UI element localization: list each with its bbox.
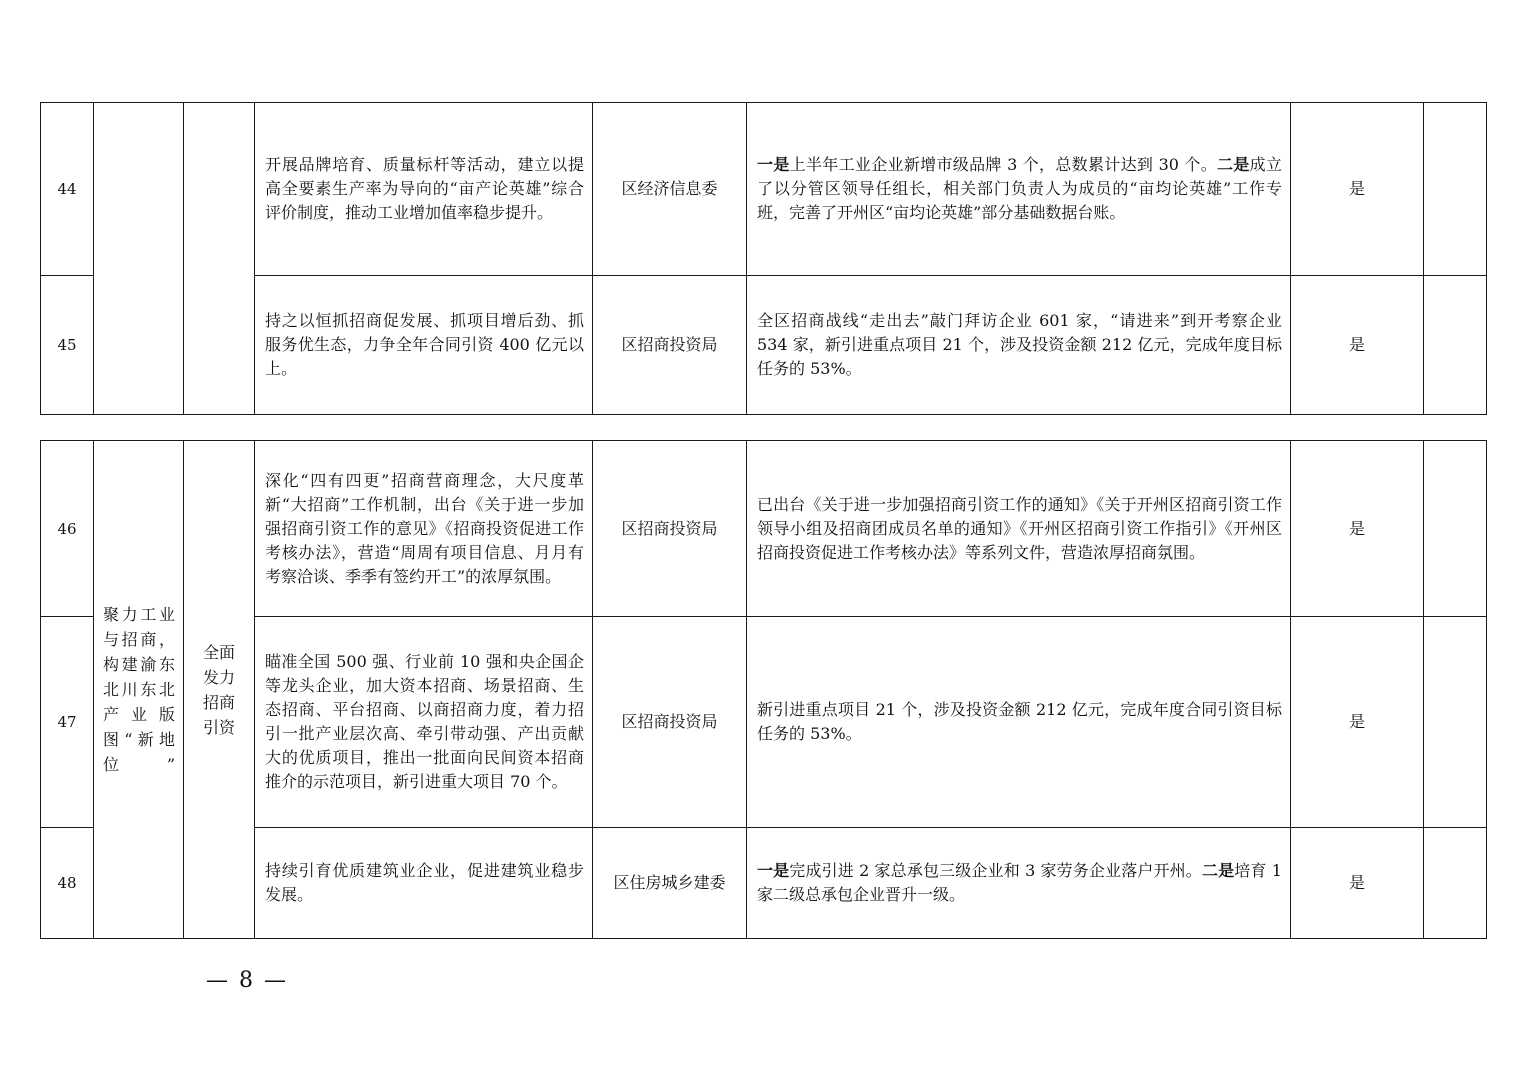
completion-status: 是	[1291, 617, 1424, 828]
task-description: 开展品牌培育、质量标杆等活动，建立以提高全要素生产率为导向的“亩产论英雄”综合评价制度，推动工业增加值率稳步提升。	[255, 103, 593, 276]
responsible-department: 区招商投资局	[593, 617, 747, 828]
table-row	[41, 441, 1487, 617]
progress-description: 新引进重点项目 21 个，涉及投资金额 212 亿元，完成年度合同引资目标任务的 53%。	[747, 617, 1291, 828]
completion-status: 是	[1291, 103, 1424, 276]
primary-category: 聚力工业与招商，构建渝东北川东北产业版图“新地位”	[94, 441, 184, 939]
task-description: 深化“四有四更”招商营商理念，大尺度革新“大招商”工作机制，出台《关于进一步加强招商引资工作的意见》《招商投资促进工作考核办法》，营造“周周有项目信息、月月有考察洽谈、季季有签约开工”的浓厚氛围。	[255, 441, 593, 617]
remarks-cell	[1424, 276, 1487, 415]
progress-description: 已出台《关于进一步加强招商引资工作的通知》《关于开州区招商引资工作领导小组及招商团成员名单的通知》《开州区招商引资工作指引》《开州区招商投资促进工作考核办法》等系列文件，营造浓厚招商氛围。	[747, 441, 1291, 617]
progress-description	[747, 828, 1291, 939]
progress-text-1: 完成引进 2 家总承包三级企业和 3 家劳务企业落户开州。	[789, 861, 1202, 880]
task-description: 持续引育优质建筑业企业，促进建筑业稳步发展。	[255, 828, 593, 939]
table-row	[41, 828, 1487, 939]
completion-status: 是	[1291, 441, 1424, 617]
responsible-department: 区住房城乡建委	[593, 828, 747, 939]
row-number: 45	[41, 276, 94, 415]
progress-lead-2: 二是	[1217, 155, 1250, 174]
table-row	[41, 276, 1487, 415]
secondary-category-cell	[184, 103, 255, 415]
remarks-cell	[1424, 441, 1487, 617]
progress-text-1: 上半年工业企业新增市级品牌 3 个，总数累计达到 30 个。	[789, 155, 1218, 174]
remarks-cell	[1424, 103, 1487, 276]
row-number: 46	[41, 441, 94, 617]
page-number: — 8 —	[206, 968, 288, 993]
completion-status: 是	[1291, 828, 1424, 939]
progress-lead-1: 一是	[757, 155, 790, 174]
progress-lead-1: 一是	[757, 861, 790, 880]
table-row	[41, 617, 1487, 828]
row-number: 47	[41, 617, 94, 828]
remarks-cell	[1424, 617, 1487, 828]
responsible-department: 区招商投资局	[593, 441, 747, 617]
responsible-department: 区经济信息委	[593, 103, 747, 276]
task-description: 持之以恒抓招商促发展、抓项目增后劲、抓服务优生态，力争全年合同引资 400 亿元以上。	[255, 276, 593, 415]
task-table-lower	[40, 440, 1487, 939]
table-row	[41, 103, 1487, 276]
row-number: 44	[41, 103, 94, 276]
remarks-cell	[1424, 828, 1487, 939]
progress-lead-2: 二是	[1201, 861, 1235, 880]
task-table-upper	[40, 102, 1487, 415]
secondary-category	[184, 441, 255, 939]
task-description: 瞄准全国 500 强、行业前 10 强和央企国企等龙头企业，加大资本招商、场景招商、生态招商、平台招商、以商招商力度，着力招引一批产业层次高、牵引带动强、产出贡献大的优质项目，推出一批面向民间资本招商推介的示范项目，新引进重大项目 70 个。	[255, 617, 593, 828]
progress-text-2: 成立了以分管区领导任组长，相关部门负责人为成员的“亩均论英雄”工作专班，完善了开州区“亩均论英雄”部分基础数据台账。	[757, 155, 1282, 222]
primary-category-cell	[94, 103, 184, 415]
row-number: 48	[41, 828, 94, 939]
responsible-department: 区招商投资局	[593, 276, 747, 415]
secondary-category-text: 全面发力招商引资	[202, 642, 235, 737]
completion-status: 是	[1291, 276, 1424, 415]
progress-description: 全区招商战线“走出去”敲门拜访企业 601 家，“请进来”到开考察企业 534 家，新引进重点项目 21 个，涉及投资金额 212 亿元，完成年度目标任务的 53%。	[747, 276, 1291, 415]
progress-description	[747, 103, 1291, 276]
progress-text-2: 培育 1 家二级总承包企业晋升一级。	[757, 861, 1282, 904]
